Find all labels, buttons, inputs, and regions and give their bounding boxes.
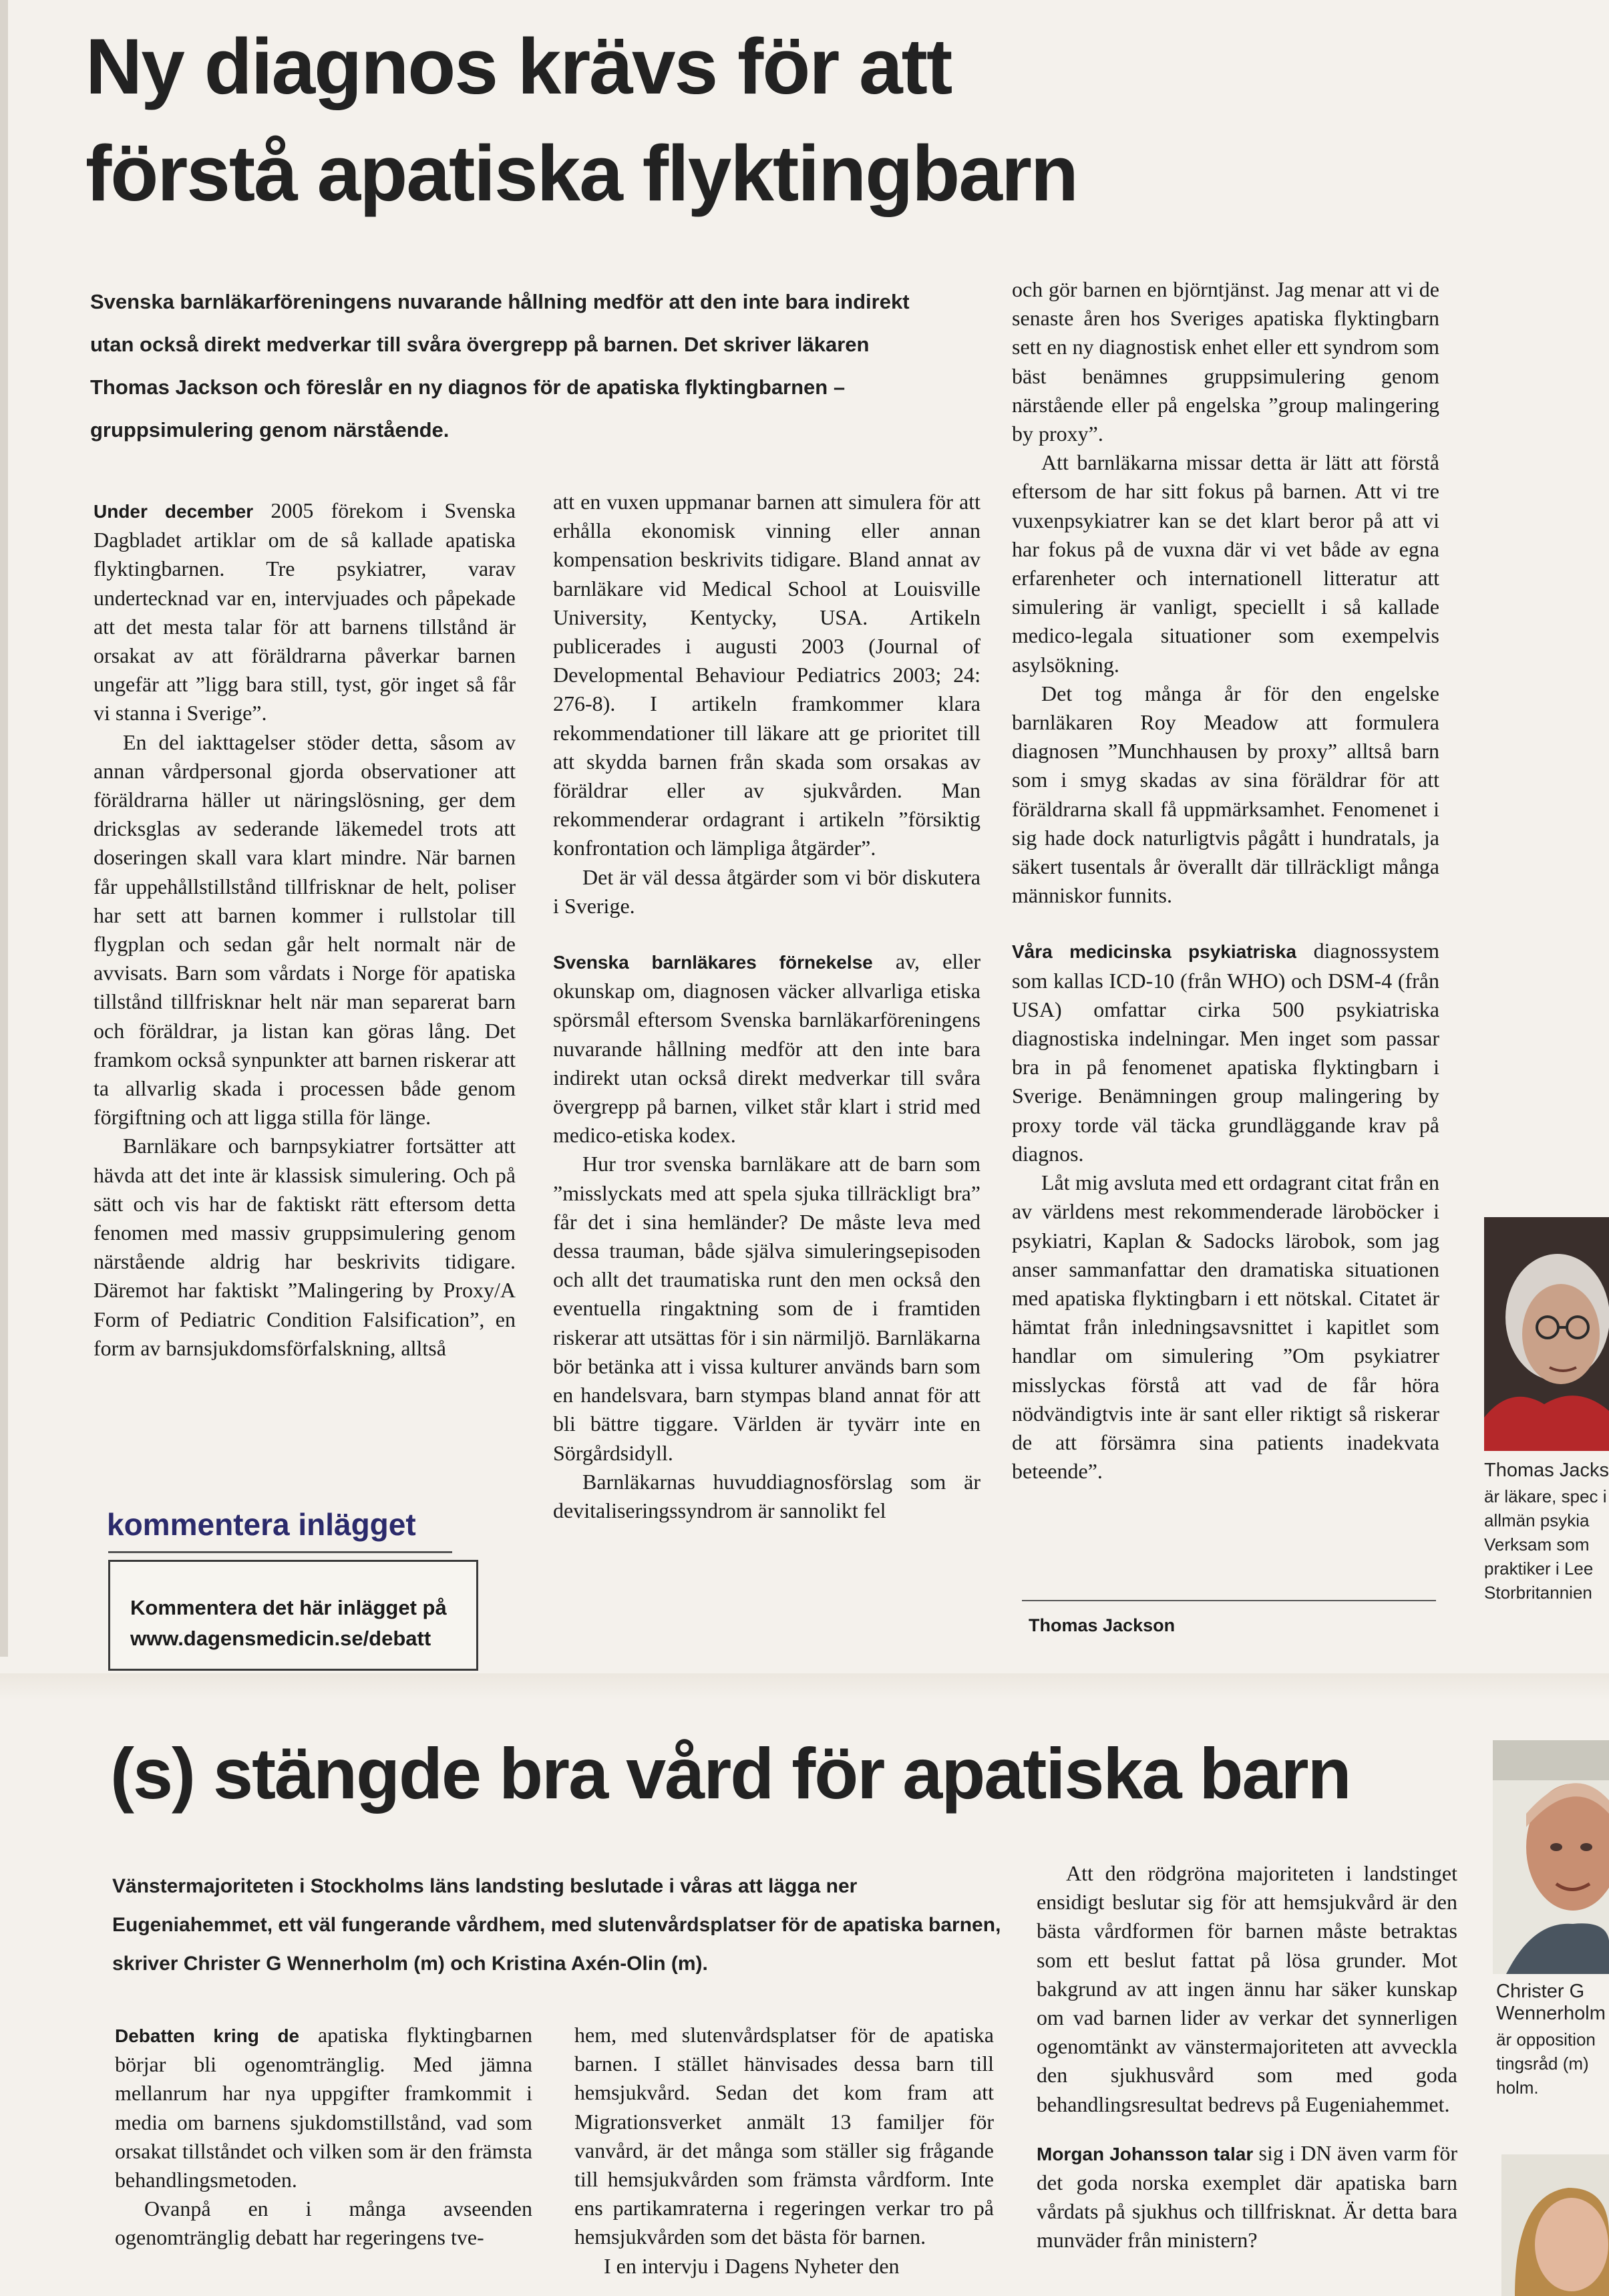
article1-col1-paragraph-3: Barnläkare och barnpsykiatrer fortsätter att hävda att det inte är klassisk simulering. Och på sätt och vis har de faktiskt rätt eftersom detta fenomen med massiv gruppsimulering genom närstående aldrig har beskrivits tidigare. Däremot har faktiskt ”Malingering by Proxy/A Form of Pediatric Condition Falsification”, en form av barnsjukdomsförfalskning, alltså xyxy=(94,1134,516,1360)
article2-col3-paragraph-2: Morgan Johansson talar sig i DN även varm för det goda norska exemplet där apatiska barn vårdats på sjukhus och tillfrisknat. Är detta bara munväder från ministern? xyxy=(1037,2140,1457,2253)
article1-col3-paragraph-2: Att barnläkarna missar detta är lätt att förstå eftersom de har sitt fokus på barnen. Att vi tre vuxenpsykiatrer kan se det klart beror på att vi har fokus på de vuxna där vi vet både av egna erfarenheter och internationell litteratur att simulering är vanligt, speciellt i så kallade medico-legala situationer som exempelvis asylsökning. xyxy=(1012,450,1439,677)
article2-headline: (s) stängde bra vård för apatiska barn xyxy=(110,1733,1351,1814)
author-caption-christer-wennerholm xyxy=(1496,1981,1609,2100)
page-edge-shadow xyxy=(0,0,8,1657)
article1-column-3 xyxy=(1012,275,1439,1585)
headline-line-2: förstå apatiska flyktingbarn xyxy=(85,130,1077,218)
article1-col1-kicker: Under december xyxy=(94,501,254,522)
article1-column-2 xyxy=(553,488,980,1643)
page-fold xyxy=(0,1673,1609,1700)
article2-column-1 xyxy=(115,2021,532,2296)
article1-col2-kicker: Svenska barnläkares förnekelse xyxy=(553,952,873,973)
article1-col2-paragraph-2: Det är väl dessa åtgärder som vi bör diskutera i Sverige. xyxy=(553,864,980,918)
article2-col1-paragraph-2: Ovanpå en i många avseenden ogenomtränglig debatt har regeringens tve- xyxy=(115,2196,532,2250)
article2-col2-paragraph-2: I en intervju i Dagens Nyheter den xyxy=(604,2253,900,2278)
article1-col3-paragraph-4: Våra medicinska psykiatriska diagnossystem som kallas ICD-10 (från WHO) och DSM-4 (från USA) omfattar cirka 500 psykiatriska diagnostiska indelningar. Men inget som passar bra in på fenomenet apatiska flyktingbarn i Sverige. Benämningen group malingering by proxy torde väl täcka grundläggande krav på diagnos. xyxy=(1012,939,1439,1166)
article1-col3-kicker: Våra medicinska psykiatriska xyxy=(1012,941,1296,963)
article2-lead: Vänstermajoriteten i Stockholms läns landsting beslutade i våras att lägga ner Eugeniahemmet, ett väl fungerande vårdhem, med slutenvårdsplatser för de apatiska barnen, skriver Christer G Wennerholm (m) och Kristina Axén-Olin (m). xyxy=(112,1875,1001,1975)
author-caption-thomas-jackson xyxy=(1484,1460,1609,1605)
article1-col2-paragraph-1: att en vuxen uppmanar barnen att simulera för att erhålla ekonomisk vinning eller annan kompensation beskrivits tidigare. Bland annat av barnläkare vid Medical School at Louisville University, Kentycky, USA. Artikeln publicerades i augusti 2003 (Journal of Developmental Behaviour Pediatrics 2003; 24: 276-8). I artikeln framkommer klara rekommendationer till läkare att ge prioritet till att skydda barnen från skada som orsakas av föräldrar eller av sjukvården. Man rekommenderar ordagrant i artikeln ”försiktig konfrontation och lämpliga åtgärder”. xyxy=(553,490,980,860)
article1-col2-paragraph-3: Svenska barnläkares förnekelse av, eller okunskap om, diagnosen väcker allvarliga etiska spörsmål eftersom Svenska barnläkarföreningens nuvarande hållning medför att den inte bara indirekt utan också direkt medverkar till svåra övergrepp på barnen, vilket står klart i strid med medico-etiska kodex. xyxy=(553,949,980,1148)
comment-box[interactable] xyxy=(108,1560,478,1671)
article1-col1-paragraph-2: En del iakttagelser stöder detta, såsom av annan vårdpersonal gjorda observationer att föräldrarna häller ut näringslösning, ger dem dricksglas av sederande läkemedel trots att doseringen skall vara klart mindre. När barnen får uppehållstillstånd tillfrisknar de helt, poliser har sett att barnen kommer i rullstolar till flygplan och sedan går helt normalt när de avvisats. Barn som vårdats i Norge för apatiska tillstånd tillfrisknar helt när man separerat barn och föräldrar, ja listan kan göras lång. Det framkom också synpunkter att barnen riskerar att ta allvarlig skada i processen både genom förgiftning och att ligga stilla för länge. xyxy=(94,729,516,1130)
article1-col2-paragraph-4: Hur tror svenska barnläkare att de barn som ”misslyckats med att spela sjuka tillräckligt bra” får det i sina hemländer? De måste leva med dessa trauman, både själva simuleringsepisoden och allt det traumatiska runt den men också den eventuella ringaktning som de i framtiden riskerar att utsättas för i sin närmiljö. Barnläkarna bör betänka att i vissa kulturer används barn som en handelsvara, barn stympas bland annat för att bli bättre tiggare. Världen är tyvärr inte en Sörgårdsidyll. xyxy=(553,1152,980,1465)
author-role: är opposition tingsråd (m) holm. xyxy=(1496,2029,1596,2098)
article1-col3-paragraph-3: Det tog många år för den engelske barnläkaren Roy Meadow att formulera diagnosen ”Munchhausen by proxy” alltså barn som i smyg skadas av sina föräldrar för att föräldrarna skall få uppmärksamhet. Fenomenet i sig hade dock naturligtvis pågått i hundratals, ja säkert tusentals år överallt där tillräckligt många människor funnits. xyxy=(1012,681,1439,908)
article1-column-1 xyxy=(94,496,516,1472)
article2-col3-kicker: Morgan Johansson talar xyxy=(1037,2143,1254,2164)
author-photo-thomas-jackson xyxy=(1484,1217,1609,1451)
portrait-image xyxy=(1501,2154,1609,2296)
article1-col2-paragraph-5: Barnläkarnas huvuddiagnosförslag som är devitaliseringssyndrom är sannolikt fel xyxy=(553,1469,980,1522)
portrait-image xyxy=(1484,1217,1609,1451)
comment-link-text[interactable]: Kommentera det här inlägget på www.dagensmedicin.se/debatt xyxy=(130,1596,447,1650)
article1-col3-paragraph-5: Låt mig avsluta med ett ordagrant citat från en av världens mest rekommenderade läroböcker i psykiatri, Kaplan & Sadocks lärobok, som jag anser sammanfattar den dramatiska situationen med apatiska flyktingbarn i ett nötskal. Citatet är hämtat från inledningsavsnittet i kapitlet som handlar om simulering ”Om psykiatrer misslyckas förstå att vad de får höra nödvändigtvis inte är sant eller riktigt så riskerar de att försämra sina patients inadekvata beteende”. xyxy=(1012,1170,1439,1484)
author-photo-kristina-axen-olin xyxy=(1501,2154,1609,2296)
author-name: Thomas Jacks xyxy=(1484,1460,1609,1481)
headline-line-1: Ny diagnos krävs för att xyxy=(85,23,952,111)
comment-heading[interactable]: kommentera inlägget xyxy=(107,1507,416,1542)
article2-col3-paragraph-1: Att den rödgröna majoriteten i landstinget ensidigt beslutar sig för att hemsjukvård är den bästa vårdformen för barnen måste betraktas som ett beslut fattat på lösa grunder. Mot bakgrund av att ingen ännu har säker kunskap om vad barnen lider av verkar det synnerligen ogenomtänkt av vänstermajoriteten att avveckla den sjukhusvård som med goda behandlingsresultat bedrevs på Eugeniahemmet. xyxy=(1037,1861,1457,2116)
article2-column-2 xyxy=(574,2021,994,2296)
portrait-image xyxy=(1493,1740,1609,1974)
article1-col1-paragraph-1: Under december 2005 förekom i Svenska Dagbladet artiklar om de så kallade apatiska flyktingbarnen. Tre psykiatrer, varav undertecknad var en, intervjuades och påpekade att det mesta talar för att barnens tillstånd är orsakat av att föräldrarna påverkar barnen ungefär att ”ligg bara still, tyst, gör inget så får vi stanna i Sverige”. xyxy=(94,498,516,725)
comment-heading-rule xyxy=(108,1551,452,1553)
article1-lead: Svenska barnläkarföreningens nuvarande hållning medför att den inte bara indirekt utan också direkt medverkar till svåra övergrepp på barnen. Det skriver läkaren Thomas Jackson och föreslår en ny diagnos för de apatiska flyktingbarnen – gruppsimulering genom närstående. xyxy=(90,290,910,442)
article2-column-3 xyxy=(1037,1859,1457,2296)
article1-headline xyxy=(85,13,1077,227)
byline-rule xyxy=(1022,1600,1436,1601)
article2-col1-kicker: Debatten kring de xyxy=(115,2025,300,2046)
article2-col1-paragraph-1: Debatten kring de apatiska flyktingbarnen börjar bli ogenomtränglig. Med jämna mellanrum har nya uppgifter framkommit i media om barnens sjukdomstillstånd, vad som orsakat tillståndet och vilken som är den främsta behandlingsmetoden. xyxy=(115,2023,532,2192)
author-role: är läkare, spec i allmän psykia Verksam som praktiker i Lee Storbritannien xyxy=(1484,1486,1607,1603)
article1-col3-paragraph-1: och gör barnen en björntjänst. Jag menar att vi de senaste åren hos Sveriges apatiska flyktingbarn sett en ny diagnostisk enhet eller ett syndrom som bäst benämnes gruppsimulering genom närstående eller på engelska ”group malingering by proxy”. xyxy=(1012,277,1439,446)
author-photo-christer-wennerholm xyxy=(1493,1740,1609,1974)
article1-byline: Thomas Jackson xyxy=(1029,1615,1176,1635)
article2-col2-paragraph-1: hem, med slutenvårdsplatser för de apatiska barnen. I stället hänvisades dessa barn till hemsjukvård. Sedan det kom fram att Migrationsverket anmält 13 familjer för vanvård, är det många som ställer sig frågande till hemsjukvården som främsta vårdform. Inte ens partikamraterna i regeringen verkar tro på hemsjukvården som det bästa för barnen. xyxy=(574,2023,994,2249)
author-name: Christer G Wennerholm xyxy=(1496,1981,1606,2024)
